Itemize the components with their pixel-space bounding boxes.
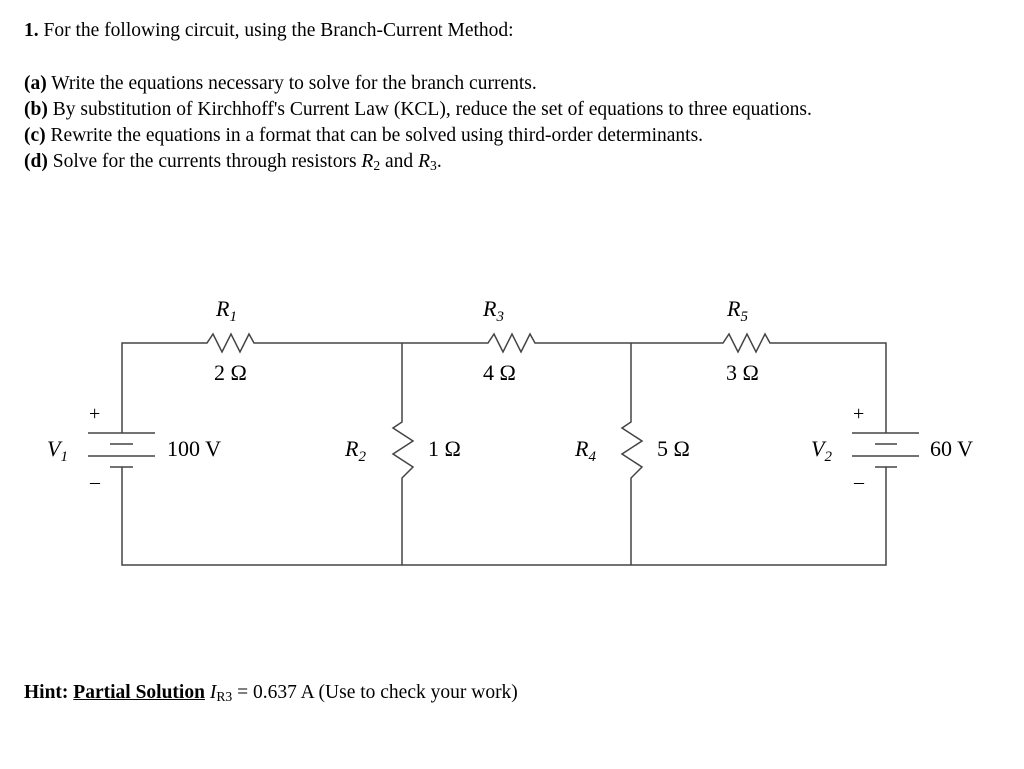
partial-solution-link: Partial Solution <box>73 682 205 703</box>
bottom-wire <box>122 467 886 565</box>
v1-minus: – <box>90 471 100 493</box>
r2-label: $R_2$ <box>345 436 366 465</box>
r5-label: $R_5$ <box>727 296 748 325</box>
v2-plus: + <box>853 403 865 425</box>
r4-label: $R_4$ <box>575 436 596 465</box>
r1-value: 2 Ω <box>214 360 247 385</box>
v2-minus: – <box>854 471 864 493</box>
v1-plus: + <box>89 403 101 425</box>
r3-label: $R_3$ <box>483 296 504 325</box>
r3-value: 4 Ω <box>483 360 516 385</box>
v1-value: 100 V <box>167 436 221 461</box>
r5-value: 3 Ω <box>726 360 759 385</box>
r2-resistor <box>393 343 413 565</box>
v1-label: $V_1$ <box>47 436 68 465</box>
problem-intro: 1. For the following circuit, using the Branch-Current Method: <box>24 20 514 41</box>
hint: Hint: Partial Solution $I_{R3} = 0.637$ A (Use to check your work) <box>24 682 518 704</box>
v2-value: 60 V <box>930 436 973 461</box>
r4-value: 5 Ω <box>657 436 690 461</box>
v2-label: $V_2$ <box>811 436 832 465</box>
v1-battery <box>88 433 155 467</box>
r4-resistor <box>622 343 642 565</box>
part-c: (c) Rewrite the equations in a format that can be solved using third-order determinants. <box>24 125 704 146</box>
r1-label: $R_1$ <box>216 296 237 325</box>
r2-value: 1 Ω <box>428 436 461 461</box>
part-a: (a) Write the equations necessary to solve for the branch currents. <box>24 73 537 94</box>
v2-battery <box>852 433 919 467</box>
part-d: (d) Solve for the currents through resistors $R_2$ and $R_3$. <box>24 151 442 173</box>
part-b: (b) By substitution of Kirchhoff's Current Law (KCL), reduce the set of equations to three equations. <box>24 99 812 120</box>
